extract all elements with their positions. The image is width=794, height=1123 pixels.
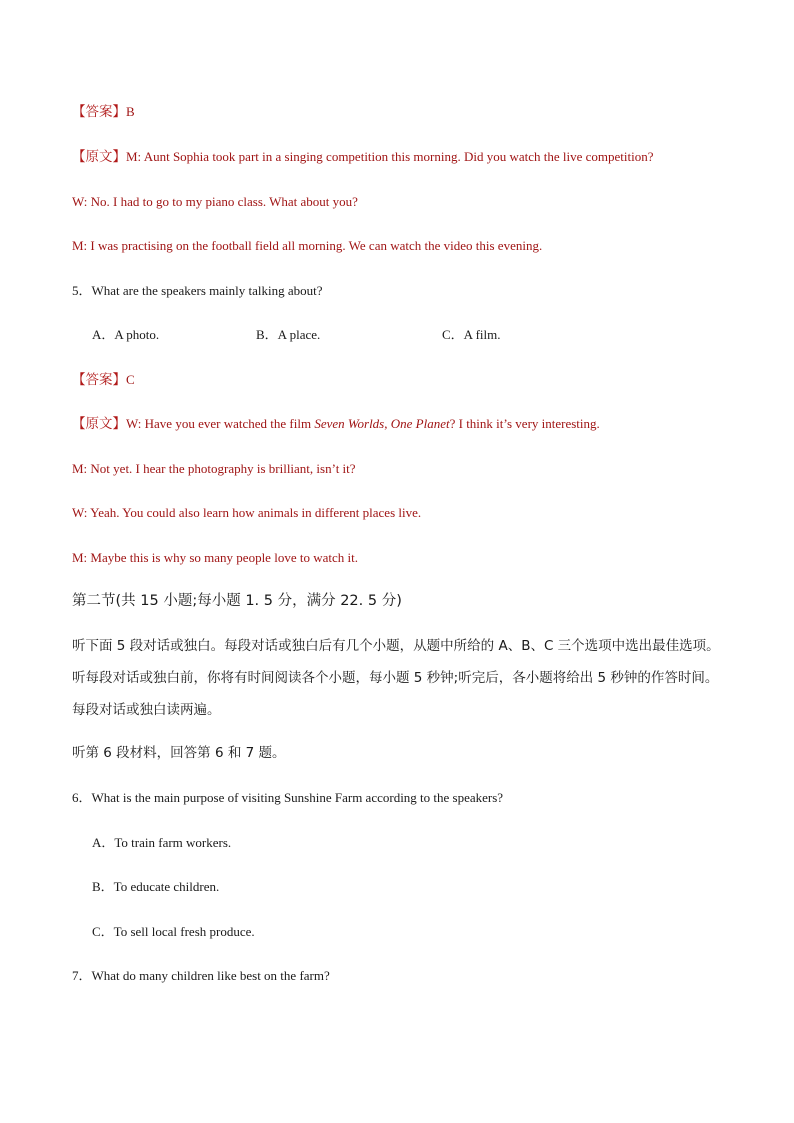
section2-instruction-line2: 听每段对话或独白前，你将有时间阅读各个小题，每小题 5 秒钟;听完后，各小题将给出 5 秒钟的作答时间。: [72, 670, 719, 686]
script-text: M: Aunt Sophia took part in a singing competition this morning. Did you watch the live competition?: [126, 149, 654, 164]
q5-script-line2: M: Not yet. I hear the photography is brilliant, isn’t it?: [72, 461, 356, 476]
film-title-part2: One Planet: [390, 416, 450, 431]
script-text-post: ? I think it’s very interesting.: [449, 416, 600, 431]
section2-heading: 第二节(共 15 小题;每小题 1. 5 分，满分 22. 5 分): [72, 593, 402, 609]
q4-script-line3: M: I was practising on the football field all morning. We can watch the video this evening.: [72, 238, 543, 253]
answer-value: B: [126, 104, 135, 119]
film-title-part1: Seven Worlds: [314, 416, 385, 431]
script-comma: ,: [384, 416, 391, 431]
script-tag: 【原文】: [72, 149, 126, 165]
q6-option-b: B．To educate children.: [92, 879, 220, 894]
q4-answer: [72, 103, 135, 121]
answer-value: C: [126, 372, 135, 387]
q5-script-line4: M: Maybe this is why so many people love to watch it.: [72, 550, 358, 565]
q4-script-line1: [72, 148, 654, 166]
q6-option-c: C．To sell local fresh produce.: [92, 924, 255, 939]
answer-tag: 【答案】: [72, 104, 126, 120]
answer-tag: 【答案】: [72, 372, 126, 388]
script-tag: 【原文】: [72, 416, 126, 432]
section2-instruction-line1: 听下面 5 段对话或独白。每段对话或独白后有几个小题，从题中所给的 A、B、C 三个选项中选出最佳选项。: [72, 638, 720, 654]
q5-script-line3: W: Yeah. You could also learn how animals in different places live.: [72, 505, 422, 520]
q6-question: 6．What is the main purpose of visiting Sunshine Farm according to the speakers?: [72, 790, 504, 805]
script-text-pre: W: Have you ever watched the film: [126, 416, 315, 431]
q5-question: 5．What are the speakers mainly talking about?: [72, 283, 323, 298]
q5-option-c: C．A film.: [442, 327, 501, 342]
q4-script-line2: W: No. I had to go to my piano class. What about you?: [72, 194, 358, 209]
q5-script-line1: [72, 415, 600, 433]
q5-option-a: A．A photo.: [92, 327, 160, 342]
q5-option-b: B．A place.: [256, 327, 321, 342]
q7-question: 7．What do many children like best on the farm?: [72, 968, 330, 983]
q5-answer: [72, 371, 135, 389]
section2-instruction-line3: 每段对话或独白读两遍。: [72, 702, 221, 718]
q6-option-a: A．To train farm workers.: [92, 835, 232, 850]
material6-intro: 听第 6 段材料，回答第 6 和 7 题。: [72, 745, 286, 761]
